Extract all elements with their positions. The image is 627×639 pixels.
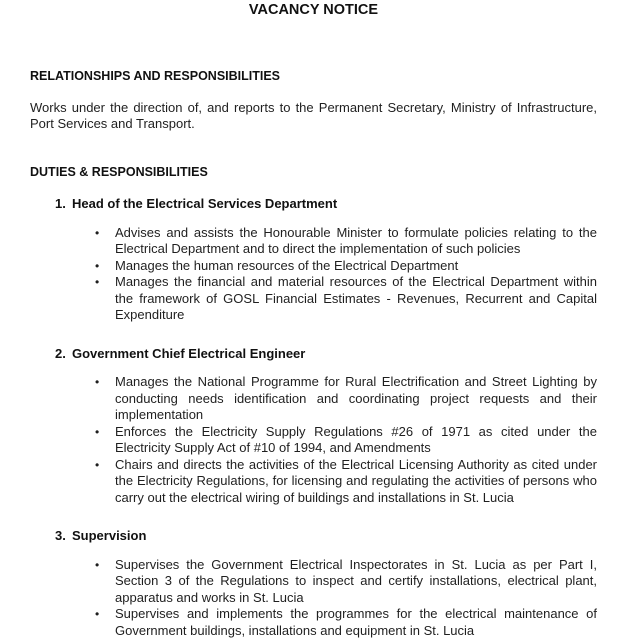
duty-title: Government Chief Electrical Engineer	[72, 346, 597, 363]
bullet-item	[95, 374, 597, 424]
bullet-item	[95, 258, 597, 275]
duties-list	[30, 196, 597, 639]
bullet-item	[95, 424, 597, 457]
bullet-marker-icon: •	[95, 225, 115, 258]
bullet-item	[95, 225, 597, 258]
bullet-text: Manages the National Programme for Rural Electrification and Street Lighting by conducting needs identification and coordinating project requests and their implementation	[115, 374, 597, 424]
bullet-marker-icon: •	[95, 274, 115, 324]
duty-item	[30, 528, 597, 639]
bullet-marker-icon: •	[95, 457, 115, 507]
bullet-text: Manages the human resources of the Electrical Department	[115, 258, 597, 275]
duty-number: 2.	[55, 346, 72, 363]
bullet-marker-icon: •	[95, 258, 115, 275]
bullet-item	[95, 606, 597, 639]
duty-heading	[55, 346, 597, 363]
bullet-text: Enforces the Electricity Supply Regulations #26 of 1971 as cited under the Electricity Supply Act of #10 of 1994, and Amendments	[115, 424, 597, 457]
duty-number: 3.	[55, 528, 72, 545]
duty-number: 1.	[55, 196, 72, 213]
bullet-marker-icon: •	[95, 557, 115, 607]
relationships-paragraph: Works under the direction of, and reports to the Permanent Secretary, Ministry of Infrastructure, Port Services and Transport.	[30, 100, 597, 133]
bullet-item	[95, 457, 597, 507]
bullet-text: Manages the financial and material resources of the Electrical Department within the framework of GOSL Financial Estimates - Revenues, Recurrent and Capital Expenditure	[115, 274, 597, 324]
duty-title: Head of the Electrical Services Department	[72, 196, 597, 213]
bullet-item	[95, 557, 597, 607]
duty-bullet-list	[30, 374, 597, 506]
bullet-text: Advises and assists the Honourable Minister to formulate policies relating to the Electrical Department and to direct the implementation of such policies	[115, 225, 597, 258]
duties-heading: DUTIES & RESPONSIBILITIES	[30, 164, 597, 181]
duty-bullet-list	[30, 557, 597, 639]
relationships-heading: RELATIONSHIPS AND RESPONSIBILITIES	[30, 68, 597, 85]
duty-item	[30, 196, 597, 324]
document-title: VACANCY NOTICE	[30, 2, 597, 19]
bullet-text: Supervises the Government Electrical Inspectorates in St. Lucia as per Part I, Section 3 of the Regulations to inspect and certify installations, electrical plant, apparatus and works in St. Lucia	[115, 557, 597, 607]
bullet-item	[95, 274, 597, 324]
bullet-marker-icon: •	[95, 374, 115, 424]
duty-item	[30, 346, 597, 507]
bullet-text: Supervises and implements the programmes for the electrical maintenance of Government buildings, installations and equipment in St. Lucia	[115, 606, 597, 639]
duty-title: Supervision	[72, 528, 597, 545]
duty-bullet-list	[30, 225, 597, 324]
duty-heading	[55, 528, 597, 545]
bullet-marker-icon: •	[95, 606, 115, 639]
bullet-marker-icon: •	[95, 424, 115, 457]
bullet-text: Chairs and directs the activities of the Electrical Licensing Authority as cited under the Electricity Regulations, for licensing and regulating the activities of persons who carry out the electrical wiring of buildings and installations in St. Lucia	[115, 457, 597, 507]
duty-heading	[55, 196, 597, 213]
